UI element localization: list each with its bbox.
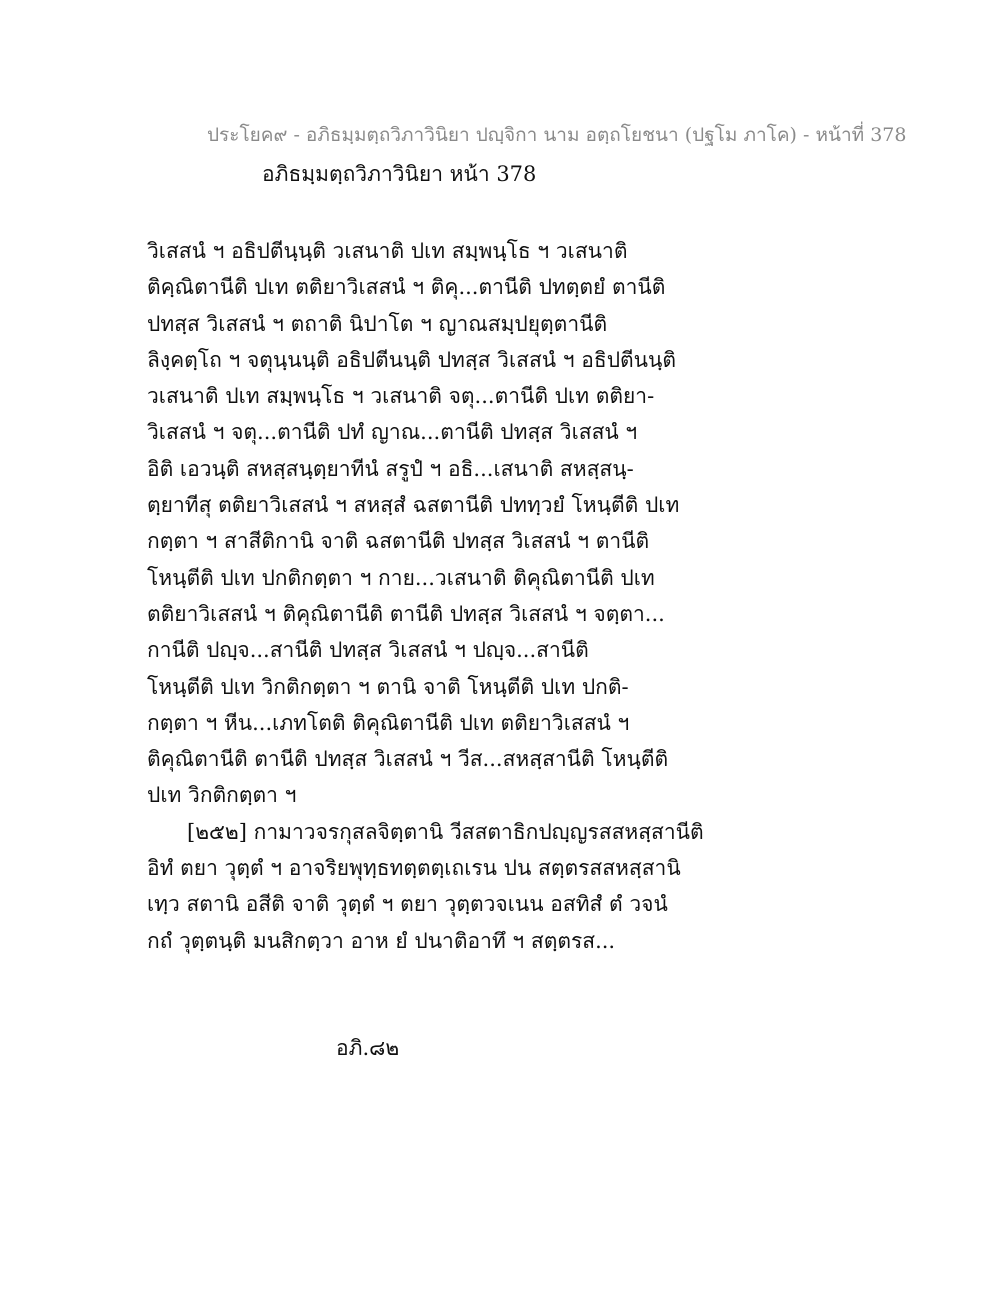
text-line: วเสนาติ ปเท สมฺพนฺโธ ฯ วเสนาติ จตุ...ตานีติ ปเท ตติยา-	[147, 384, 655, 409]
page-footnote: อภิ.๘๒	[336, 1036, 400, 1060]
text-line: วิเสสนํ ฯ จตุ...ตานีติ ปทํ ญาณ...ตานีติ ปทสฺส วิเสสนํ ฯ	[147, 420, 638, 445]
text-line: ตฺยาทีสุ ตติยาวิเสสนํ ฯ สหสฺสํ ฉสตานีติ ปททฺวยํ โหนฺตีติ ปเท	[147, 493, 680, 518]
text-line: ปเท วิกติกตฺตา ฯ	[147, 783, 297, 808]
text-line: ติคฺณิตานีติ ปเท ตติยาวิเสสนํ ฯ ติคุ...ตานีติ ปทตฺตยํ ตานีติ	[147, 275, 666, 300]
text-line: โหนฺตีติ ปเท วิกติกตฺตา ฯ ตานิ จาติ โหนฺตีติ ปเท ปกติ-	[147, 674, 629, 699]
text-line: กถํ วุตฺตนฺติ มนสิกตฺวา อาห ยํ ปนาติอาทึ ฯ สตฺตรส...	[147, 928, 616, 953]
text-line: อิติ เอวนฺติ สหสฺสนฺตฺยาทีนํ สรูปํ ฯ อธิ...เสนาติ สหสฺสนฺ-	[147, 456, 634, 481]
paragraph-start-line: [๒๕๒] กามาวจรกุสลจิตฺตานิ วีสสตาธิกปญฺญรสสหสฺสานีติ	[187, 819, 704, 844]
text-line: กตฺตา ฯ สาสีติกานิ จาติ ฉสตานีติ ปทสฺส วิเสสนํ ฯ ตานีติ	[147, 529, 650, 554]
text-line: ลิงฺคตฺโถ ฯ จตุนฺนนฺติ อธิปตีนนฺติ ปทสฺส วิเสสนํ ฯ อธิปตีนนฺติ	[147, 347, 677, 372]
page-title: อภิธมฺมตฺถวิภาวินิยา หน้า 378	[262, 162, 537, 186]
text-line: ปทสฺส วิเสสนํ ฯ ตถาติ นิปาโต ฯ ญาณสมฺปยุตฺตานีติ	[147, 311, 608, 336]
text-line: วิเสสนํ ฯ อธิปตีนฺนฺติ วเสนาติ ปเท สมฺพนฺโธ ฯ วเสนาติ	[147, 239, 628, 263]
text-line: เทฺว สตานิ อสีติ จาติ วุตฺตํ ฯ ตยา วุตฺตวจเนน อสทิสํ ตํ วจนํ	[147, 892, 668, 917]
body-text	[147, 233, 707, 959]
text-line: ติคุณิตานีติ ตานีติ ปทสฺส วิเสสนํ ฯ วีส...สหสฺสานีติ โหนฺตีติ	[147, 747, 669, 772]
text-line: อิทํ ตยา วุตฺตํ ฯ อาจริยพุทฺธทตฺตตฺเถเรน ปน สตฺตรสสหสฺสานิ	[147, 856, 681, 881]
text-line: กานีติ ปญฺจ...สานีติ ปทสฺส วิเสสนํ ฯ ปญฺจ...สานีติ	[147, 638, 589, 663]
text-line: กตฺตา ฯ หีน...เภทโตติ ติคุณิตานีติ ปเท ตติยาวิเสสนํ ฯ	[147, 710, 630, 735]
running-header: ประโยค๙ - อภิธมฺมตฺถวิภาวินิยา ปญฺจิกา นาม อตฺถโยชนา (ปฐโม ภาโค) - หน้าที่ 378	[207, 124, 907, 146]
text-line: ตติยาวิเสสนํ ฯ ติคุณิตานีติ ตานีติ ปทสฺส วิเสสนํ ฯ จตฺตา...	[147, 601, 665, 626]
text-line: โหนฺตีติ ปเท ปกติกตฺตา ฯ กาย...วเสนาติ ติคุณิตานีติ ปเท	[147, 565, 655, 590]
